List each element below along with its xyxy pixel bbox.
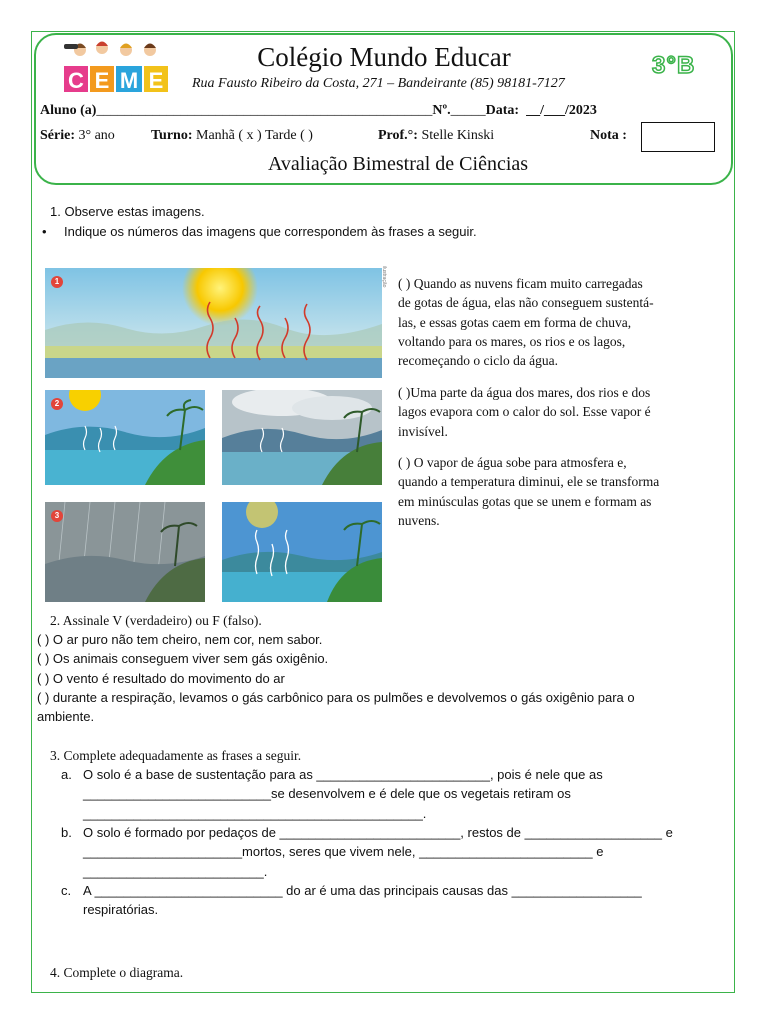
q3-a-line: O solo é a base de sustentação para as ________________________, pois é nele que as: [83, 767, 603, 782]
q1-p1-line: voltando para os mares, os rios e os lagos,: [398, 333, 626, 349]
prof-row: [378, 128, 494, 144]
image-credit: ilustração: [381, 266, 387, 288]
data-value[interactable]: __/___/2023: [526, 103, 597, 118]
class-stamp: 3°B: [652, 52, 696, 79]
q1-p2-line: invisível.: [398, 423, 448, 439]
serie-row: [40, 128, 115, 144]
q1-p2-line: lagos evapora com o calor do sol. Esse vapor é: [398, 404, 651, 420]
q3-b-text: [83, 823, 673, 881]
q1-p2-line: ( )Uma parte da água dos mares, dos rios e dos: [398, 385, 651, 400]
turno-row: [151, 128, 313, 144]
data-label: Data:: [485, 103, 520, 118]
q1-p1-line: recomeçando o ciclo da água.: [398, 353, 559, 369]
q1-paragraph-3: [398, 453, 659, 530]
q1-paragraph-1: [398, 274, 654, 370]
q3-c-line: respiratórias.: [83, 902, 159, 918]
q1-p3-line: ( ) O vapor de água sobe para atmosfera e,: [398, 455, 627, 470]
svg-text:E: E: [148, 68, 164, 93]
nota-label: Nota :: [590, 128, 627, 143]
q2-item: ( ) Os animais conseguem viver sem gás oxigênio.: [37, 651, 329, 667]
q3-a-line: _______________________________________________.: [83, 805, 427, 821]
q1-p3-line: quando a temperatura diminui, ele se transforma: [398, 474, 660, 490]
water-cycle-image-3: [45, 502, 205, 602]
q3-title: 3. Complete adequadamente as frases a seguir.: [50, 748, 302, 763]
q3-a-line: __________________________se desenvolvem e é dele que os vegetais retiram os: [83, 786, 571, 802]
q1-p3-line: em minúsculas gotas que se unem e formam as: [398, 493, 652, 509]
water-cycle-image-2: [45, 390, 205, 485]
q3-a-text: [83, 765, 603, 823]
serie-label: Série:: [40, 128, 75, 143]
q3-c-text: [83, 881, 642, 920]
q3-b-marker: b.: [61, 825, 72, 840]
q1-p3-line: nuvens.: [398, 512, 440, 528]
q1-p1-line: ( ) Quando as nuvens ficam muito carregadas: [398, 276, 643, 291]
numero-label: Nº.: [432, 103, 451, 118]
q2-item: ( ) durante a respiração, levamos o gás carbônico para os pulmões e devolvemos o gás oxigênio para o: [37, 689, 635, 705]
q3-a-marker: a.: [61, 767, 72, 782]
svg-text:E: E: [94, 68, 110, 93]
numero-line[interactable]: _____: [450, 103, 486, 118]
image-label-3: 3: [51, 510, 63, 522]
school-address: Rua Fausto Ribeiro da Costa, 271 – Bandeirante (85) 98181-7127: [192, 76, 565, 91]
q1-paragraph-2: [398, 383, 651, 441]
svg-text:C: C: [68, 68, 84, 93]
evaluation-title: Avaliação Bimestral de Ciências: [267, 153, 529, 175]
water-cycle-image-2b: [222, 390, 382, 485]
q2-items: [37, 630, 635, 726]
q1-title: 1. Observe estas imagens.: [50, 204, 205, 219]
q3-b-line: _________________________.: [83, 863, 268, 879]
q1-bullet-text: Indique os números das imagens que correspondem às frases a seguir.: [64, 224, 477, 239]
serie-value: 3° ano: [78, 128, 115, 143]
q3-c-marker: c.: [61, 883, 72, 898]
water-cycle-image-1: [45, 268, 382, 378]
turno-value: Manhã ( x ) Tarde ( ): [196, 128, 313, 143]
svg-text:M: M: [119, 68, 139, 93]
q1-p1-line: de gotas de água, elas não conseguem sustentá-: [398, 295, 654, 311]
school-name: Colégio Mundo Educar: [257, 42, 511, 72]
aluno-line[interactable]: ________________________________________________: [96, 103, 433, 118]
q1-p1-line: las, e essas gotas caem em forma de chuva,: [398, 314, 632, 330]
q4-title: 4. Complete o diagrama.: [50, 965, 184, 980]
turno-label: Turno:: [151, 128, 193, 143]
q2-item: ( ) O ar puro não tem cheiro, nem cor, nem sabor.: [37, 632, 323, 647]
prof-label: Prof.°:: [378, 128, 418, 143]
nota-row: [590, 128, 627, 144]
q3-b-line: O solo é formado por pedaços de _________________________, restos de ___________________ e: [83, 825, 673, 840]
q3-b-line: ______________________mortos, seres que vivem nele, ________________________ e: [83, 844, 604, 860]
aluno-row: [40, 103, 597, 119]
image-label-2: 2: [51, 398, 63, 410]
q2-title: 2. Assinale V (verdadeiro) ou F (falso).: [50, 613, 262, 628]
aluno-label: Aluno (a): [40, 103, 97, 118]
q2-item: ambiente.: [37, 709, 95, 725]
q3-c-line: A __________________________ do ar é uma das principais causas das __________________: [83, 883, 642, 898]
water-cycle-image-3b: [222, 502, 382, 602]
image-label-1: 1: [51, 276, 63, 288]
prof-value: Stelle Kinski: [421, 128, 495, 143]
nota-box[interactable]: [641, 122, 715, 152]
q1-bullet-icon: •: [42, 224, 47, 239]
q2-item: ( ) O vento é resultado do movimento do ar: [37, 670, 285, 686]
